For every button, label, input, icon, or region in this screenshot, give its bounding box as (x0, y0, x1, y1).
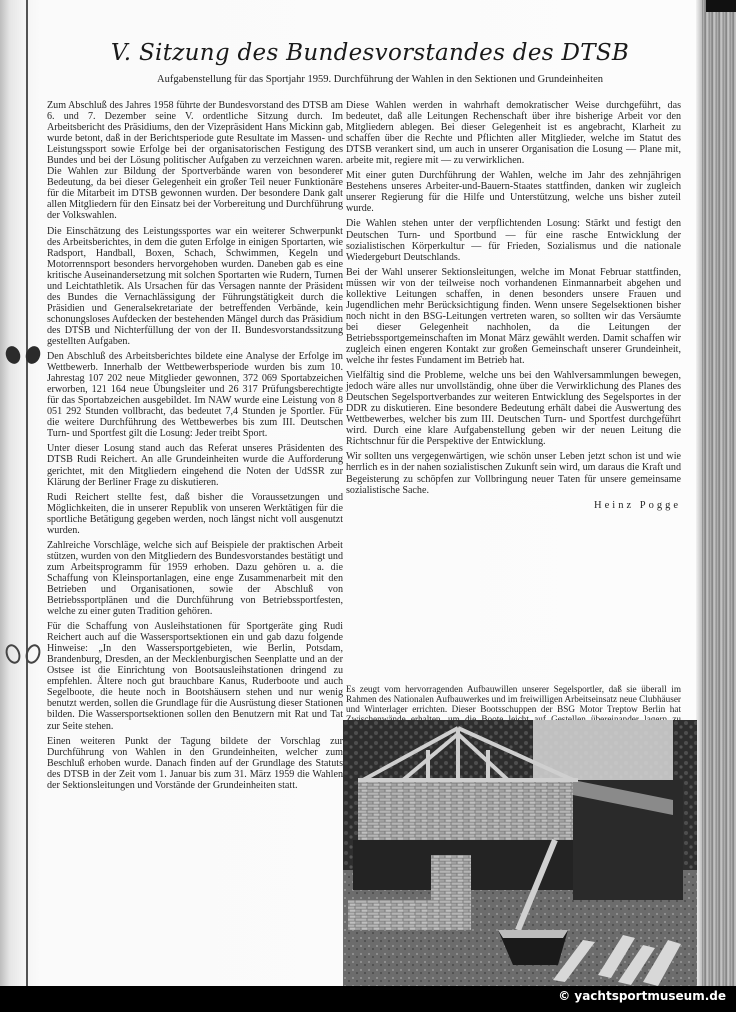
paragraph: Bei der Wahl unserer Sektionsleitungen, welche im Monat Februar stattfinden, müssen wir von der teilweise noch vorhandenen Einmannarbeit abgehen und kollektive Leitungen schaffen, in denen besonders unsere Frauen und Jugendlichen mehr Berücksichtigung finden. Wenn unsere Segelsektionen bisher noch nicht in den BSG-Leitungen vertreten waren, so sollten wir das Versäumte bei dieser Gelegenheit nachholen, da die Leitungen der Betriebssportgemeinschaften im Monat März gewählt werden. Damit schaffen wir zugleich einen engeren Kontakt zur großen Gemeinschaft unserer Grundeinheit, welche ihr festes Fundament im Betrieb hat. (346, 266, 681, 367)
brick-pillar (431, 855, 471, 930)
paragraph: Einen weiteren Punkt der Tagung bildete der Vorschlag zur Durchführung von Wahlen in den Grundeinheiten, welcher zum Beschluß erhoben wurde. Danach finden auf der Grundlage des Statuts des DTSB in der Zeit vom 1. Januar bis zum 31. März 1959 die Wahlen der Sektionsleitungen und Vorstände der Grundeinheiten statt. (47, 735, 343, 791)
article-subtitle: Aufgabenstellung für das Sportjahr 1959. Durchführung der Wahlen in den Sektionen und Grundeinheiten (157, 74, 603, 85)
wheelbarrow-rim (498, 930, 568, 938)
binder-ring-icon (4, 342, 44, 368)
paragraph: Wir sollten uns vergegenwärtigen, wie schön unser Leben jetzt schon ist und wie herrlich es in der nahen sozialistischen Zukunft sein wird, um daraus die Kraft und Begeisterung zu schöpfen zur Vollbringung neuer Taten für unsere gemeinsame sozialistische Sache. (346, 451, 681, 496)
paragraph: Vielfältig sind die Probleme, welche uns bei den Wahlversammlungen bewegen, jedoch wäre alles nur unvollständig, ohne über die Verwirklichung des Planes des Deutschen Segelsportverbandes zur weiteren Entwicklung des Segelsportes in der DDR zu diskutieren. Eine besondere Bedeutung erhält dabei die Auswertung des Wettbewerbes, welcher bis zum III. Deutschen Turn- und Sportfest durchgeführt wird. Durch eine klare Aufgabenstellung geben wir der neuen Leitung die Richtschnur für die Perspektive der Entwicklung. (346, 370, 681, 448)
boathouse-photo (343, 720, 697, 986)
paragraph: Diese Wahlen werden in wahrhaft demokratischer Weise durchgeführt, das bedeutet, daß alle Leitungen Rechenschaft über ihre bisherige Arbeit vor den Mitgliedern ablegen. Bei dieser Gelegenheit ist es angebracht, Klarheit zu schaffen über die Rechte und Pflichten aller Mitglieder, welche im Statut des DTSB verankert sind, um auch in unserer Organisation die Losung — Plane mit, arbeite mit, regiere mit — zu verwirklichen. (346, 100, 681, 167)
page-stack-edge (702, 0, 736, 986)
paragraph: Mit einer guten Durchführung der Wahlen, welche im Jahr des zehnjährigen Bestehens unseres Arbeiter-und-Bauern-Staates stattfinden, danken wir zugleich unserer Regierung für die Hilfe und Unterstützung, welche uns bisher zuteil wurde. (346, 170, 681, 215)
paragraph: Rudi Reichert stellte fest, daß bisher die Voraussetzungen und Möglichkeiten, die in unserer Republik von unseren Werktätigen für die sportliche Betätigung gegeben werden, noch längst nicht voll ausgenutzt wurden. (47, 491, 343, 536)
left-column (47, 100, 343, 795)
article-title: V. Sitzung des Bundesvorstandes des DTSB (110, 40, 630, 66)
boathouse-photo-image (343, 720, 697, 986)
author-signature: Heinz Pogge (594, 499, 681, 511)
brick-wall (358, 780, 573, 840)
paragraph: Den Abschluß des Arbeitsberichtes bildete eine Analyse der Erfolge im Wettbewerb. Innerhalb der Wettbewerbsperiode wurden bis zum 10. Jahrestag 107 202 neue Mitglieder gewonnen, 372 069 Sportabzeichen erworben, 121 164 neue Übungsleiter und 26 317 Prüfungsberechtigte für das Sportabzeichen ausgebildet. Im NAW wurde eine Leistung von 8 051 292 Stunden vollbracht, das bedeutet 7,4 Stunden je Sportler. Für die weitere Durchführung des Wettbewerbes bis zum III. Deutschen Turn- und Sportfest gilt die Losung: Jeder treibt Sport. (47, 351, 343, 440)
paragraph: Die Einschätzung des Leistungssportes war ein weiterer Schwerpunkt des Arbeitsberichtes, in dem die guten Erfolge in einigen Sportarten, wie Radsport, Handball, Boxen, Schach, Schwimmen, Kegeln und Motorrennsport besonders hervorgehoben wurden. Daneben gab es eine kritische Auseinandersetzung mit solchen Sportarten wie Rudern, Turnen und Leichtathletik. Als Ursachen für das Versagen nannte der Präsident des Bundes die Vernachlässigung der Führungstätigkeit durch die Präsidien und Generalsekretariate der betreffenden Verbände, kein schonungsloses Aufdecken der bestehenden Mängel durch das Präsidium des DTSB und Nichterfüllung der von der II. Bundesvorstandssitzung gestellten Aufgaben. (47, 225, 343, 347)
binding-edge (26, 0, 28, 986)
page-stack-shadow (706, 0, 736, 12)
paragraph: Zahlreiche Vorschläge, welche sich auf Beispiele der praktischen Arbeit stützen, wurden von den Mitgliedern des Bundesvorstandes bestätigt und zum Arbeitsprogramm für 1959 erhoben. Dazu gehören u. a. die Schaffung von Kleinsportanlagen, eine enge Zusammenarbeit mit den Betrieben und Organisationen, sowie der Abschluß von Betriebssportplänen und die Durchführung von Betriebssportfesten, welche zu einer guten Tradition gehören. (47, 539, 343, 618)
brick-pile (348, 900, 433, 930)
watermark: © yachtsportmuseum.de (558, 989, 726, 1003)
paragraph: Unter dieser Losung stand auch das Referat unseres Präsidenten des DTSB Rudi Reichert. An alle Grundeinheiten wurde die Aufforderung gerichtet, mit den Mitgliedern eingehend die Noten der UdSSR zur Klärung der Berliner Frage zu diskutieren. (47, 443, 343, 488)
paragraph: Zum Abschluß des Jahres 1958 führte der Bundesvorstand des DTSB am 6. und 7. Dezember seine V. ordentliche Sitzung durch. Im Arbeitsbericht des Präsidiums, den der Vizepräsident Hans Mickinn gab, wurde betont, daß in der Berichtsperiode gute Resultate im Massen- und Leistungssport sowie Erfolge bei der organisatorischen Festigung des Bundes und bei der Lösung politischer Aufgaben zu verzeichnen waren. Die Wahlen zur Bildung der Sportverbände waren von besonderer Bedeutung, da bei dieser Gelegenheit ein großer Teil neuer Funktionäre für die Mitarbeit im DTSB gewonnen wurden. Der besondere Dank galt allen Mitgliedern für den Einsatz bei der Vorbereitung und Durchführung der Volkswahlen. (47, 100, 343, 222)
binder-ring-icon (4, 640, 44, 666)
paragraph: Für die Schaffung von Ausleihstationen für Sportgeräte ging Rudi Reichert auch auf die Wassersportsektionen ein und gab dazu folgende Hinweise: „In den Wassersportgebieten, wie Berlin, Potsdam, Brandenburg, Dresden, an der Mecklenburgischen Seenplatte und an der Ostsee ist die Einrichtung von Bootsausleihstationen dringend zu empfehlen. Ältere noch gut brauchbare Kanus, Ruderboote und auch Segelboote, die heute noch in Bootshäusern stehen und nur wenig benutzt werden, sollen die Grundlage für die Ausrüstung dieser Stationen bilden. Die Wassersportsektionen sollen den Benutzern mit Rat und Tat zur Seite stehen. (47, 621, 344, 732)
caption-text: Es zeugt vom hervorragenden Aufbauwillen unserer Segelsportler, daß sie überall im Rahmen des Nationalen Aufbauwerkes und im freiwilligen Arbeitseinsatz neue Clubhäuser und Winterlager errichten. Dieser Bootsschuppen der BSG Motor Treptow Berlin hat (346, 684, 681, 715)
paragraph: Die Wahlen stehen unter der verpflichtenden Losung: Stärkt und festigt den Deutschen Turn- und Sportbund — für eine rasche Entwicklung der sozialistischen Körperkultur — für Frieden, Sozialismus und die nationale Wiedergeburt Deutschlands. (346, 218, 681, 263)
right-column (346, 100, 681, 511)
